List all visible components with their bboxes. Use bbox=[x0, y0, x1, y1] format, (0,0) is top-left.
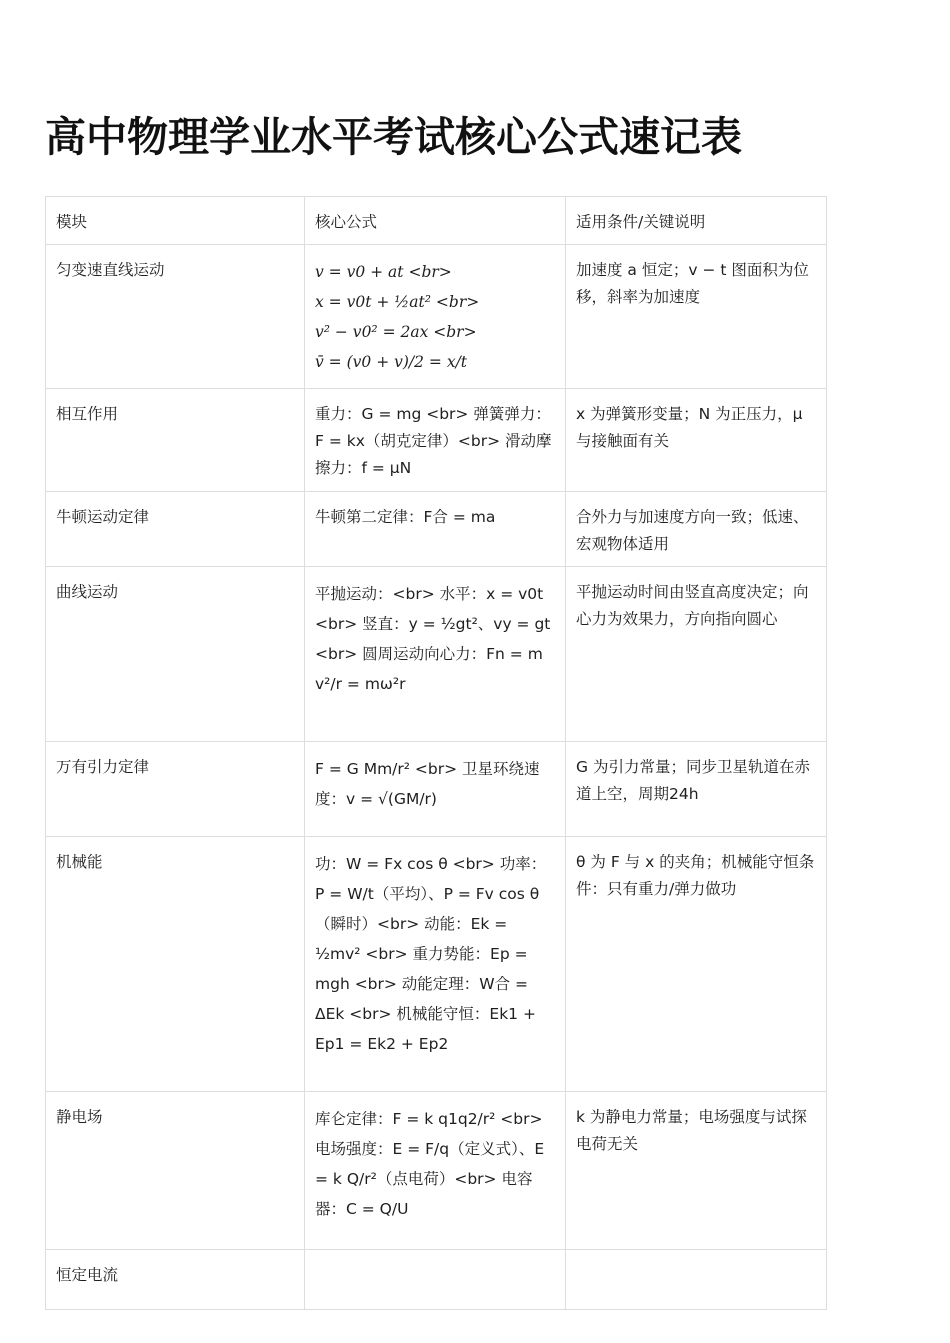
table-row bbox=[46, 742, 827, 837]
table-row bbox=[46, 245, 827, 389]
table-row bbox=[46, 1092, 827, 1250]
note-cell bbox=[566, 1250, 827, 1310]
formula-cell: 库仑定律：F = k q1q2/r² <br> 电场强度：E = F/q（定义式）、E = k Q/r²（点电荷）<br> 电容器：C = Q/U bbox=[305, 1092, 566, 1250]
formula-table bbox=[45, 196, 827, 1310]
formula-cell bbox=[305, 1250, 566, 1310]
note-cell: k 为静电力常量；电场强度与试探电荷无关 bbox=[566, 1092, 827, 1250]
table-header-row bbox=[46, 197, 827, 245]
header-note: 适用条件/关键说明 bbox=[566, 197, 827, 245]
note-cell: 加速度 a 恒定；v − t 图面积为位移，斜率为加速度 bbox=[566, 245, 827, 389]
formula-cell: 重力：G = mg <br> 弹簧弹力：F = kx（胡克定律）<br> 滑动摩擦力：f = μN bbox=[305, 389, 566, 492]
table-row bbox=[46, 567, 827, 742]
module-cell: 匀变速直线运动 bbox=[46, 245, 305, 389]
module-cell: 静电场 bbox=[46, 1092, 305, 1250]
table-row bbox=[46, 492, 827, 567]
note-cell: 合外力与加速度方向一致；低速、宏观物体适用 bbox=[566, 492, 827, 567]
formula-cell: F = G Mm/r² <br> 卫星环绕速度：v = √(GM/r) bbox=[305, 742, 566, 837]
note-cell: x 为弹簧形变量；N 为正压力，μ 与接触面有关 bbox=[566, 389, 827, 492]
formula-cell: 功：W = Fx cos θ <br> 功率：P = W/t（平均）、P = Fv cos θ（瞬时）<br> 动能：Ek = ½mv² <br> 重力势能：Ep = mgh <br> 动能定理：W合 = ΔEk <br> 机械能守恒：Ek1 + Ep1 = Ek2 + Ep2 bbox=[305, 837, 566, 1092]
table-row bbox=[46, 389, 827, 492]
module-cell: 曲线运动 bbox=[46, 567, 305, 742]
module-cell: 相互作用 bbox=[46, 389, 305, 492]
module-cell: 机械能 bbox=[46, 837, 305, 1092]
table-row bbox=[46, 837, 827, 1092]
module-cell: 牛顿运动定律 bbox=[46, 492, 305, 567]
formula-cell: v = v0 + at <br> x = v0t + ½at² <br> v² − v0² = 2ax <br> v̄ = (v0 + v)/2 = x/t bbox=[305, 245, 566, 389]
page-title: 高中物理学业水平考试核心公式速记表 bbox=[45, 113, 742, 161]
header-module: 模块 bbox=[46, 197, 305, 245]
note-cell: 平抛运动时间由竖直高度决定；向心力为效果力，方向指向圆心 bbox=[566, 567, 827, 742]
formula-cell: 牛顿第二定律：F合 = ma bbox=[305, 492, 566, 567]
header-formula: 核心公式 bbox=[305, 197, 566, 245]
formula-cell: 平抛运动：<br> 水平：x = v0t <br> 竖直：y = ½gt²、vy = gt <br> 圆周运动向心力：Fn = m v²/r = mω²r bbox=[305, 567, 566, 742]
module-cell: 恒定电流 bbox=[46, 1250, 305, 1310]
note-cell: θ 为 F 与 x 的夹角；机械能守恒条件：只有重力/弹力做功 bbox=[566, 837, 827, 1092]
module-cell: 万有引力定律 bbox=[46, 742, 305, 837]
note-cell: G 为引力常量；同步卫星轨道在赤道上空，周期24h bbox=[566, 742, 827, 837]
table-row bbox=[46, 1250, 827, 1310]
